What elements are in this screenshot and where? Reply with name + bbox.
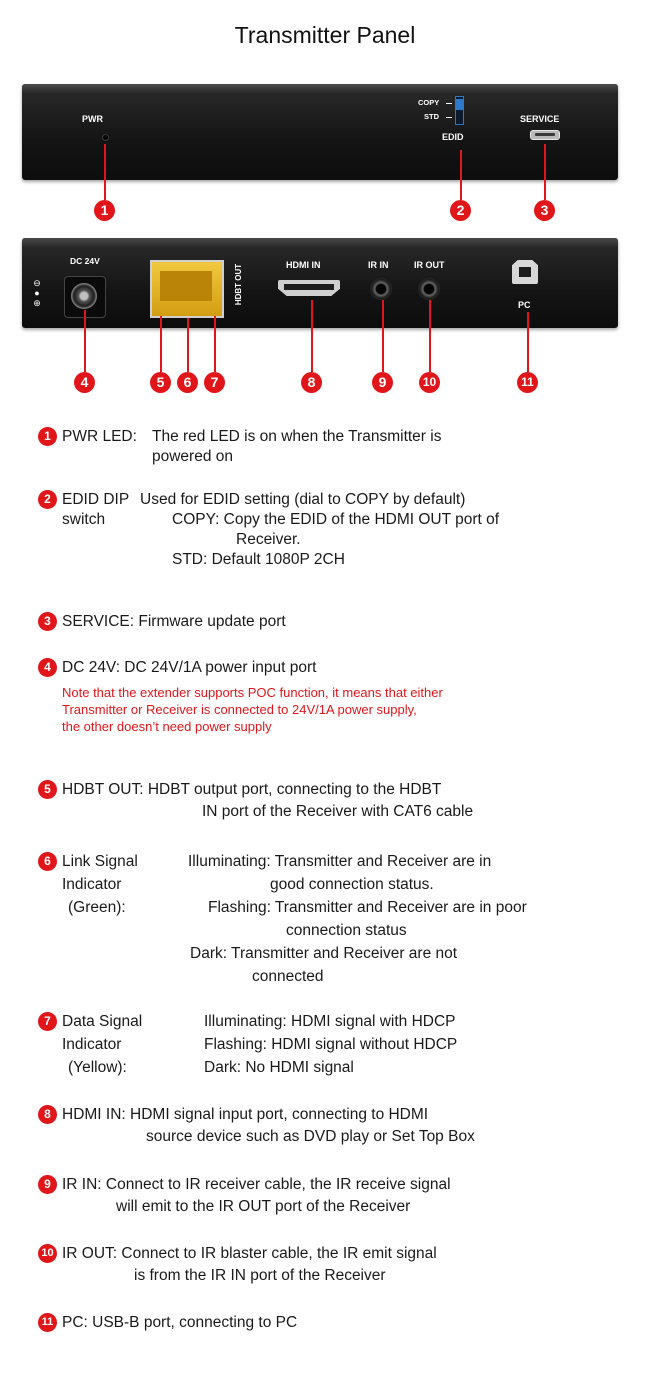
copy-label: COPY (418, 98, 440, 107)
ir-in-jack[interactable] (370, 278, 392, 300)
callout-line-9 (382, 300, 384, 372)
desc-service: 3 SERVICE: Firmware update port (38, 612, 638, 632)
callout-3: 3 (534, 200, 555, 221)
panel-rim (22, 238, 618, 248)
pwr-label: PWR (82, 114, 103, 124)
desc-data-signal: 7 Data Signal Indicator (Yellow): Illuminating: HDMI signal with HDCP Flashing: HDMI signal without HDCP Dark: No HDMI signal (38, 1012, 638, 1082)
desc-badge-6: 6 (38, 852, 57, 871)
std-tick (446, 117, 452, 118)
desc-badge-3: 3 (38, 612, 57, 631)
desc-badge-11: 11 (38, 1313, 57, 1332)
ir-out-label: IR OUT (414, 260, 445, 270)
hdmi-in-label: HDMI IN (286, 260, 321, 270)
page-title: Transmitter Panel (234, 22, 416, 48)
edid-dip-switch[interactable] (455, 96, 464, 125)
desc-ir-in: 9 IR IN: Connect to IR receiver cable, the IR receive signal will emit to the IR OUT port of the Receiver (38, 1175, 638, 1215)
std-label: STD (424, 112, 439, 121)
polarity-icon: ⊖ ● ⊕ (33, 278, 41, 308)
desc-ir-out: 10 IR OUT: Connect to IR blaster cable, the IR emit signal is from the IR IN port of the Receiver (38, 1244, 638, 1284)
callout-line-1 (104, 144, 106, 200)
front-panel (22, 84, 618, 180)
dip-knob (456, 99, 463, 110)
pwr-led (102, 134, 109, 141)
desc-edid-dip-switch: 2 EDID DIP switch Used for EDID setting (dial to COPY by default) COPY: Copy the EDID of the HDMI OUT port of Receiver. STD: Default 1080P 2CH (38, 490, 638, 570)
desc-pc: 11 PC: USB-B port, connecting to PC (38, 1313, 638, 1333)
desc-badge-5: 5 (38, 780, 57, 799)
callout-line-8 (311, 300, 313, 372)
callout-5: 5 (150, 372, 171, 393)
callout-line-3 (544, 144, 546, 200)
callout-10: 10 (419, 372, 440, 393)
hdmi-port[interactable] (278, 280, 340, 296)
callout-line-4 (84, 310, 86, 372)
ir-out-jack[interactable] (418, 278, 440, 300)
service-label: SERVICE (520, 114, 560, 124)
usb-b-port[interactable] (512, 260, 538, 284)
service-port[interactable] (530, 130, 560, 140)
callout-7: 7 (204, 372, 225, 393)
callout-line-5 (160, 316, 162, 372)
desc-badge-1: 1 (38, 427, 57, 446)
callout-6: 6 (177, 372, 198, 393)
poc-note: Note that the extender supports POC function, it means that either (62, 685, 443, 700)
callout-line-10 (429, 300, 431, 372)
hdbt-out-label: HDBT OUT (234, 263, 244, 306)
rj45-jack (160, 271, 212, 301)
desc-badge-7: 7 (38, 1012, 57, 1031)
desc-dc-24v: 4 DC 24V: DC 24V/1A power input port Note that the extender supports POC function, it means that either Transmitter or Receiver is connected to 24V/1A power supply, the other doesn’t need power supply (38, 658, 638, 748)
desc-pwr-led: 1 PWR LED: The red LED is on when the Transmitter is powered on (38, 427, 638, 467)
callout-9: 9 (372, 372, 393, 393)
panel-rim (22, 84, 618, 94)
callout-2: 2 (450, 200, 471, 221)
pc-label: PC (518, 300, 531, 310)
desc-badge-9: 9 (38, 1175, 57, 1194)
desc-badge-10: 10 (38, 1244, 57, 1263)
callout-line-2 (460, 150, 462, 200)
rj45-port[interactable] (150, 260, 224, 318)
callout-line-7 (214, 316, 216, 372)
callout-line-6 (187, 318, 189, 372)
callout-line-11 (527, 312, 529, 372)
callout-4: 4 (74, 372, 95, 393)
callout-1: 1 (94, 200, 115, 221)
desc-link-signal: 6 Link Signal Indicator (Green): Illuminating: Transmitter and Receiver are in good connection status. Flashing: Transmitter and Receiver are in poor connection status Dark: Transmitter and Receiver are not connected (38, 852, 638, 972)
callout-11: 11 (517, 372, 538, 393)
edid-label: EDID (442, 132, 464, 142)
desc-hdbt-out: 5 HDBT OUT: HDBT output port, connecting to the HDBT IN port of the Receiver with CAT6 cable (38, 780, 638, 820)
desc-badge-2: 2 (38, 490, 57, 509)
desc-badge-4: 4 (38, 658, 57, 677)
callout-8: 8 (301, 372, 322, 393)
ir-in-label: IR IN (368, 260, 389, 270)
desc-hdmi-in: 8 HDMI IN: HDMI signal input port, connecting to HDMI source device such as DVD play or Set Top Box (38, 1105, 638, 1145)
copy-tick (446, 103, 452, 104)
dc-label: DC 24V (70, 256, 100, 266)
desc-badge-8: 8 (38, 1105, 57, 1124)
